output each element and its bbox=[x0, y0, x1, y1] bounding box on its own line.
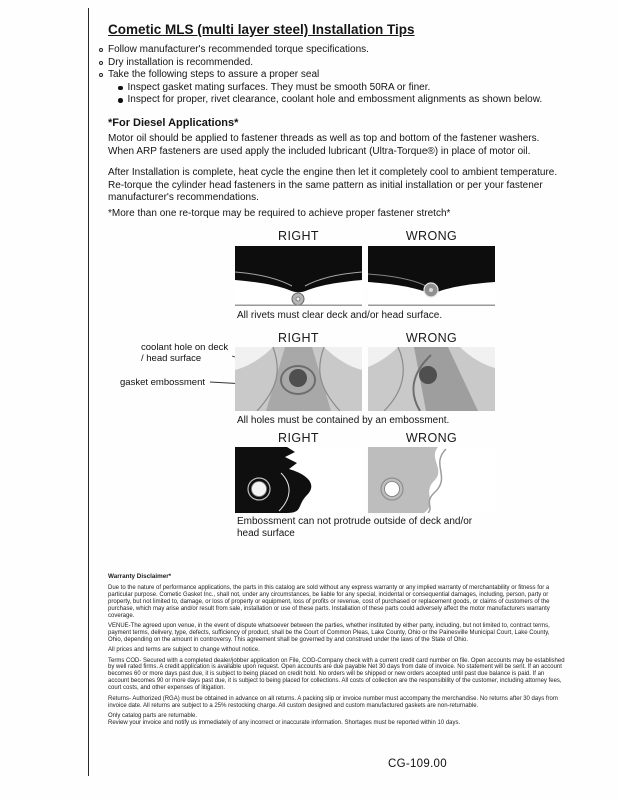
diesel-paragraph-1: Motor oil should be applied to fastener threads as well as top and bottom of the fastener washers. When ARP fasteners are used apply the included lubricant (Ultra-Torque®) in place of motor oil. bbox=[108, 133, 540, 157]
tip-sub-item-text: Inspect gasket mating surfaces. They must be smooth 50RA or finer. bbox=[127, 81, 431, 93]
tip-sub-item bbox=[118, 82, 571, 95]
bullet-icon bbox=[118, 86, 123, 91]
tip-sub-item bbox=[118, 94, 571, 107]
rivet-clear-wrong-image bbox=[368, 246, 495, 306]
diagram-row2-right bbox=[235, 347, 362, 411]
legal-paragraph: Review your invoice and notify us immediately of any incorrect or inaccurate information. Shortages must be reported within 10 days. bbox=[108, 719, 461, 726]
coolant-hole-icon bbox=[289, 369, 307, 387]
caption-row1: All rivets must clear deck and/or head surface. bbox=[237, 310, 443, 321]
embossment-edge-wrong-image bbox=[368, 447, 495, 513]
diagram-row1-wrong bbox=[368, 246, 495, 306]
callout-gasket-embossment: gasket embossment bbox=[120, 377, 206, 388]
legal-section bbox=[108, 574, 565, 730]
right-label-row2: RIGHT bbox=[278, 331, 319, 345]
right-label-row1: RIGHT bbox=[278, 229, 319, 243]
bolt-hole-icon bbox=[385, 482, 400, 497]
caption-row3: Embossment can not protrude outside of deck and/or head surface bbox=[237, 516, 473, 540]
diagram-row3-wrong bbox=[368, 447, 495, 513]
retorque-note: *More than one re-torque may be required to achieve proper fastener stretch* bbox=[108, 208, 451, 219]
legal-paragraph: Only catalog parts are returnable. bbox=[108, 712, 198, 719]
tip-item-text: Take the following steps to assure a proper seal bbox=[108, 69, 320, 81]
left-margin-rule bbox=[88, 8, 89, 776]
tip-item bbox=[99, 69, 571, 82]
bolt-hole-icon bbox=[252, 482, 267, 497]
rivet-clear-right-image bbox=[235, 246, 362, 306]
tip-sub-item-text: Inspect for proper, rivet clearance, coolant hole and embossment alignments as shown below. bbox=[127, 94, 543, 106]
tip-item-text: Follow manufacturer's recommended torque specifications. bbox=[108, 44, 369, 55]
legal-paragraph: Due to the nature of performance applications, the parts in this catalog are sold without any express warranty or any implied warranty of merchantability or fitness for a particular purpose. Cometic Gasket Inc., shall not, under any circumstances, be liable for any special, incidental or consequential damages, including, person, party or property, but not limited to, damage, or loss of property or equipment, loss of profits or revenue, cost of purchased or replacement goods, or claims of customers of the purchase, which may arise and/or result from sale, installation or use of these parts. Installation of these parts could adversely affect the motor manufacturers warranty coverage. bbox=[108, 584, 550, 619]
diagram-row2-wrong bbox=[368, 347, 495, 411]
embossment-contained-wrong-image bbox=[368, 347, 495, 411]
callout-coolant-hole: coolant hole on deck / head surface bbox=[141, 342, 229, 364]
diagram-row1-right bbox=[235, 246, 362, 306]
legal-paragraph: Returns- Authorized (RGA) must be obtained in advance on all returns. A packing slip or invoice number must accompany the merchandise. No returns after 30 days from invoice date. All returns are subject to a 25% restocking charge. All custom designed and custom manufactured gaskets are non-returnable. bbox=[108, 695, 558, 709]
coolant-hole-icon bbox=[419, 366, 437, 384]
legal-paragraph: Terms COD- Secured with a completed dealer/jobber application on File, COD-Company check with a current credit card number on file. Open accounts may be established by well rated firms. A credit application is available upon request. Open accounts are due payable Net 30 days from date of invoice. No statement will be sent. If an account becomes 60 or more days past due, it is subject to being placed on credit hold. No orders will be shipped or new orders accepted until past due balance is paid. If an account becomes 90 or more days past due, it is subject to being placed for collections. All costs of collection are the responsibility of the customer, including attorney fees, court costs, and other expenses of litigation. bbox=[108, 657, 565, 692]
warranty-disclaimer-heading: Warranty Disclaimer* bbox=[108, 573, 172, 580]
wrong-label-row1: WRONG bbox=[405, 229, 458, 243]
caption-row2: All holes must be contained by an embossment. bbox=[237, 415, 450, 426]
right-label-row3: RIGHT bbox=[278, 431, 319, 445]
tip-item-text: Dry installation is recommended. bbox=[108, 56, 254, 68]
diesel-paragraph-2: After Installation is complete, heat cycle the engine then let it completely cool to ambient temperature. Re-torque the cylinder head fasteners in the same pattern as initial installation or per your fastener manufacturer's recommendations. bbox=[108, 167, 558, 204]
installation-tips-list bbox=[99, 44, 571, 107]
page-title: Cometic MLS (multi layer steel) Installation Tips bbox=[108, 22, 415, 37]
bullet-icon bbox=[118, 98, 123, 103]
legal-paragraph: All prices and terms are subject to change without notice. bbox=[108, 647, 260, 654]
tip-item bbox=[99, 44, 571, 57]
legal-paragraph: VENUE-The agreed upon venue, in the event of dispute whatsoever between the parties, whether instituted by either party, including, but not limited to, contract terms, payment terms, delivery, type, defects, sufficiency of product, shall be the Court of Common Pleas, Lake County, Ohio or the Painesville Municipal Court, Lake County, Ohio, depending on the amount in controversy. This agreement shall be governed by and construed under the laws of the State of Ohio. bbox=[108, 622, 550, 643]
wrong-label-row2: WRONG bbox=[405, 331, 458, 345]
wrong-label-row3: WRONG bbox=[405, 431, 458, 445]
embossment-contained-right-image bbox=[235, 347, 362, 411]
page-code: CG-109.00 bbox=[388, 758, 447, 770]
diagram-row3-right bbox=[235, 447, 362, 513]
embossment-edge-right-image bbox=[235, 447, 362, 513]
bullet-icon bbox=[99, 48, 103, 52]
tip-item bbox=[99, 57, 571, 70]
bullet-icon bbox=[99, 61, 103, 65]
bullet-icon bbox=[99, 73, 103, 77]
diesel-applications-heading: *For Diesel Applications* bbox=[108, 117, 239, 129]
